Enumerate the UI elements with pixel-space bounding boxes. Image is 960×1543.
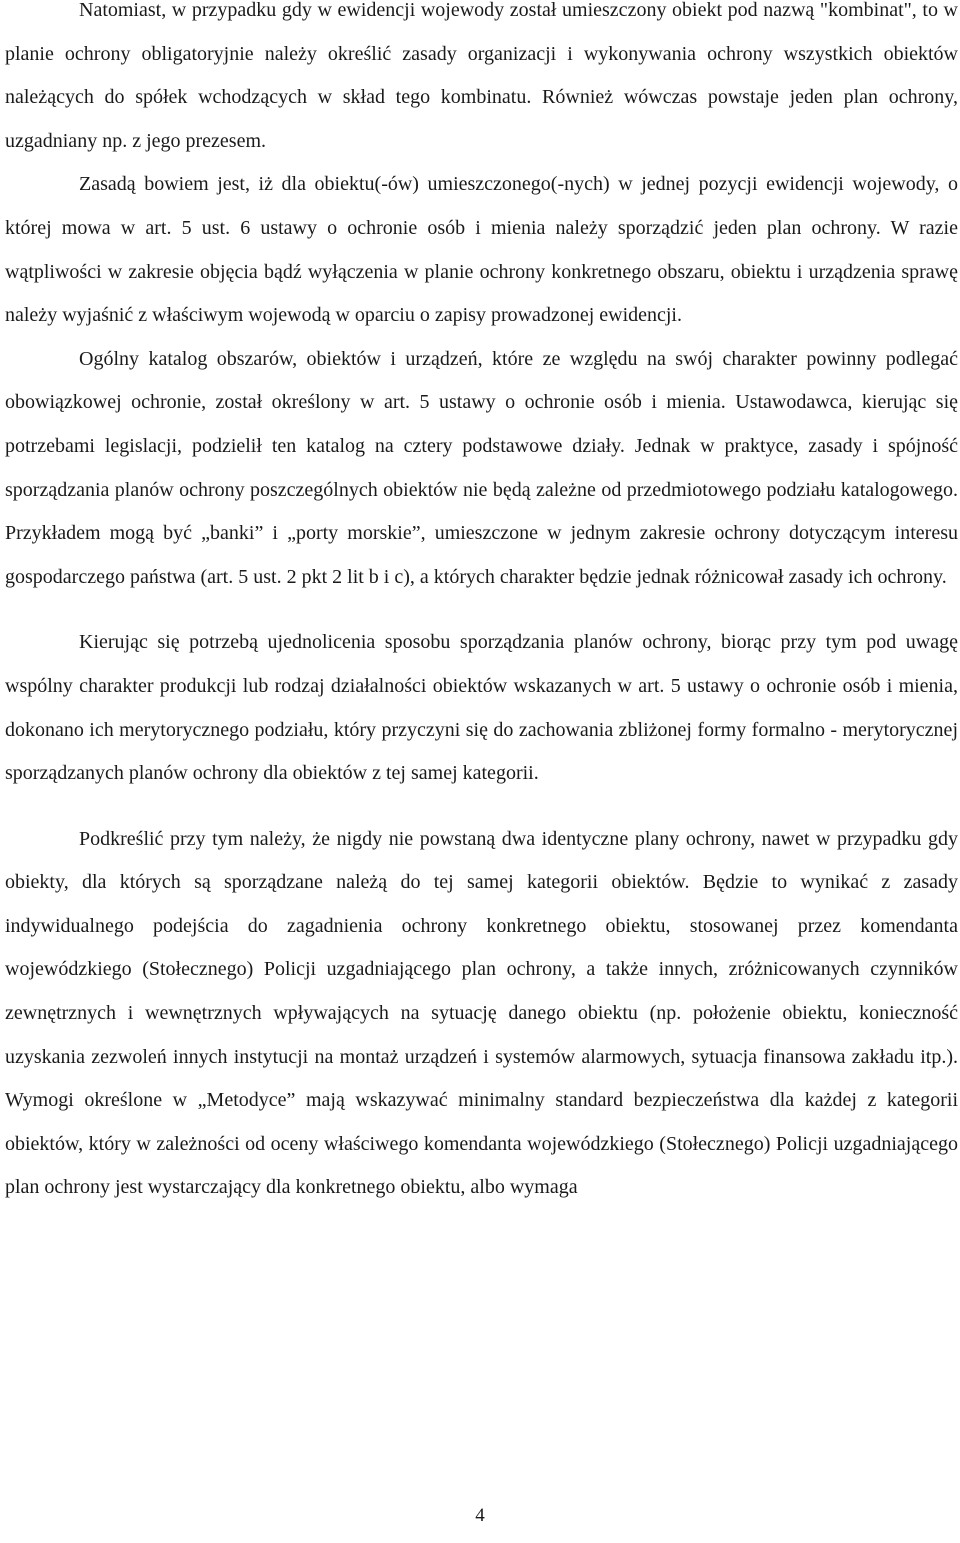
- paragraph-1: Natomiast, w przypadku gdy w ewidencji wojewody został umieszczony obiekt pod nazwą "kombinat", to w planie ochrony obligatoryjnie należy określić zasady organizacji i wykonywania ochrony wszystkich obiektów należących do spółek wchodzących w skład tego kombinatu. Również wówczas powstaje jeden plan ochrony, uzgadniany np. z jego prezesem.: [5, 0, 958, 152]
- paragraph-4: Kierując się potrzebą ujednolicenia sposobu sporządzania planów ochrony, biorąc przy tym pod uwagę wspólny charakter produkcji lub rodzaj działalności obiektów wskazanych w art. 5 ustawy o ochronie osób i mienia, dokonano ich merytorycznego podziału, który przyczyni się do zachowania zbliżonej formy formalno - merytorycznej sporządzanych planów ochrony dla obiektów z tej samej kategorii.: [5, 631, 958, 785]
- paragraph-5: Podkreślić przy tym należy, że nigdy nie powstaną dwa identyczne plany ochrony, nawet w przypadku gdy obiekty, dla których są sporządzane należą do tej samej kategorii obiektów. Będzie to wynikać z zasady indywidualnego podejścia do zagadnienia ochrony konkretnego obiektu, stosowanej przez komendanta wojewódzkiego (Stołecznego) Policji uzgadniającego plan ochrony, a także innych, zróżnicowanych czynników zewnętrznych i wewnętrznych wpływających na sytuację danego obiektu (np. położenie obiektu, konieczność uzyskania zezwoleń innych instytucji na montaż urządzeń i systemów alarmowych, sytuacja finansowa zakładu itp.). Wymogi określone w „Metodyce” mają wskazywać minimalny standard bezpieczeństwa dla każdej z kategorii obiektów, który w zależności od oceny właściwego komendanta wojewódzkiego (Stołecznego) Policji uzgadniającego plan ochrony jest wystarczający dla konkretnego obiektu, albo wymaga: [5, 827, 958, 1199]
- page-number: 4: [475, 1505, 485, 1526]
- paragraph-2: Zasadą bowiem jest, iż dla obiektu(-ów) umieszczonego(-nych) w jednej pozycji ewidencji wojewody, o której mowa w art. 5 ust. 6 ustawy o ochronie osób i mienia należy sporządzić jeden plan ochrony. W razie wątpliwości w zakresie objęcia bądź wyłączenia w planie ochrony konkretnego obszaru, obiektu i urządzenia sprawę należy wyjaśnić z właściwym wojewodą w oparciu o zapisy prowadzonej ewidencji.: [5, 173, 958, 327]
- document-page: [5, 0, 958, 1210]
- paragraph-3: Ogólny katalog obszarów, obiektów i urządzeń, które ze względu na swój charakter powinny podlegać obowiązkowej ochronie, został określony w art. 5 ustawy o ochronie osób i mienia. Ustawodawca, kierując się potrzebami legislacji, podzielił ten katalog na cztery podstawowe działy. Jednak w praktyce, zasady i spójność sporządzania planów ochrony poszczególnych obiektów nie będą zależne od przedmiotowego podziału katalogowego. Przykładem mogą być „banki” i „porty morskie”, umieszczone w jednym zakresie ochrony dotyczącym interesu gospodarczego państwa (art. 5 ust. 2 pkt 2 lit b i c), a których charakter będzie jednak różnicował zasady ich ochrony.: [5, 347, 958, 588]
